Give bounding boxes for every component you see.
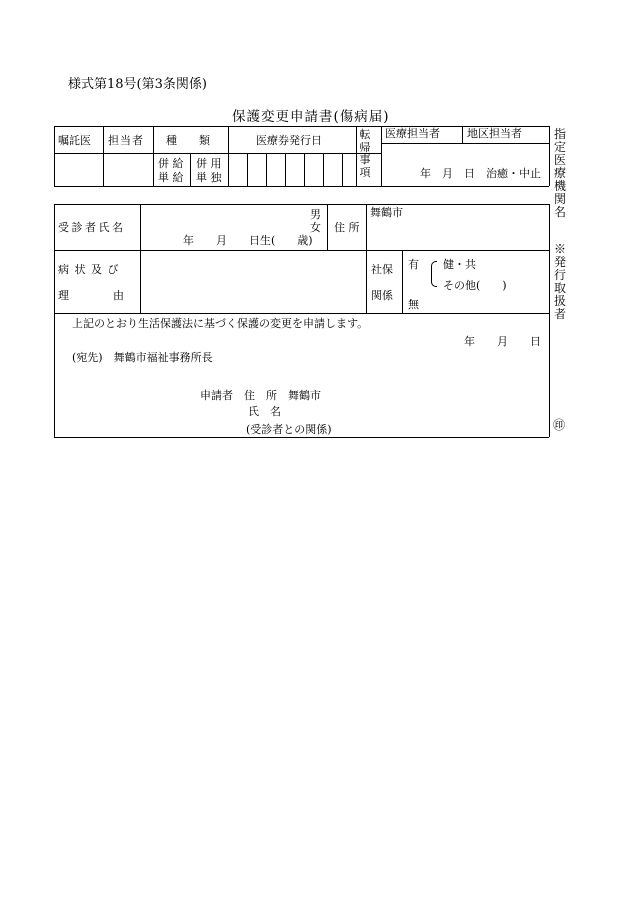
col-shokui-label: 嘱託医 bbox=[58, 134, 91, 147]
birth-date: 年 月 日生( 歳) bbox=[183, 234, 313, 247]
condition-label-2: 理 由 bbox=[58, 289, 124, 302]
shaho-label-1: 社保 bbox=[371, 263, 393, 276]
col-tanto-label: 担当者 bbox=[108, 134, 144, 147]
relation: (受診者との関係) bbox=[246, 423, 332, 436]
shurui-tandoku: 単 独 bbox=[196, 171, 222, 184]
applicant-name: 氏 名 bbox=[248, 405, 281, 418]
option-kenkyo: 健・共 bbox=[443, 258, 476, 271]
condition-label-1: 病 状 及 び bbox=[58, 263, 120, 276]
address-label: 住 所 bbox=[334, 221, 360, 234]
shurui-heikyu: 併 給 bbox=[158, 157, 184, 170]
statement: 上記のとおり生活保護法に基づく保護の変更を申請します。 bbox=[72, 317, 369, 330]
col-tenki-label: 転帰事項 bbox=[359, 128, 371, 179]
name-label: 受診者氏名 bbox=[58, 221, 126, 234]
col-hakko-label: 医療券発行日 bbox=[256, 134, 322, 147]
gender-female: 女 bbox=[310, 221, 321, 234]
tenki-date: 年 月 日 治癒・中止 bbox=[420, 167, 541, 180]
seal-mark: ㊞ bbox=[553, 418, 566, 432]
col-iryo-tanto-label: 医療担当者 bbox=[385, 127, 440, 140]
side-label-shitei: 指定医療機関名 bbox=[553, 127, 566, 219]
applicant-address: 申請者 住 所 舞鶴市 bbox=[200, 389, 321, 402]
application-date: 年 月 日 bbox=[464, 335, 541, 348]
option-sonota: その他( ) bbox=[443, 279, 507, 292]
shurui-tankyu: 単 給 bbox=[158, 171, 184, 184]
option-brace bbox=[431, 261, 437, 287]
form-number: 様式第18号(第3条関係) bbox=[68, 77, 207, 92]
shurui-heiyo: 併 用 bbox=[196, 157, 222, 170]
shaho-nashi: 無 bbox=[408, 298, 419, 311]
address-value: 舞鶴市 bbox=[370, 206, 403, 219]
side-label-hakko: ※発行取扱者 bbox=[553, 242, 566, 321]
gender-male: 男 bbox=[310, 208, 321, 221]
shaho-ari: 有 bbox=[408, 258, 419, 271]
shaho-label-2: 関係 bbox=[371, 289, 393, 302]
col-shurui-label: 種 類 bbox=[166, 134, 210, 147]
addressee: (宛先) 舞鶴市福祉事務所長 bbox=[72, 351, 213, 364]
form-title: 保護変更申請書(傷病届) bbox=[232, 109, 390, 125]
col-chiku-tanto-label: 地区担当者 bbox=[467, 127, 522, 140]
